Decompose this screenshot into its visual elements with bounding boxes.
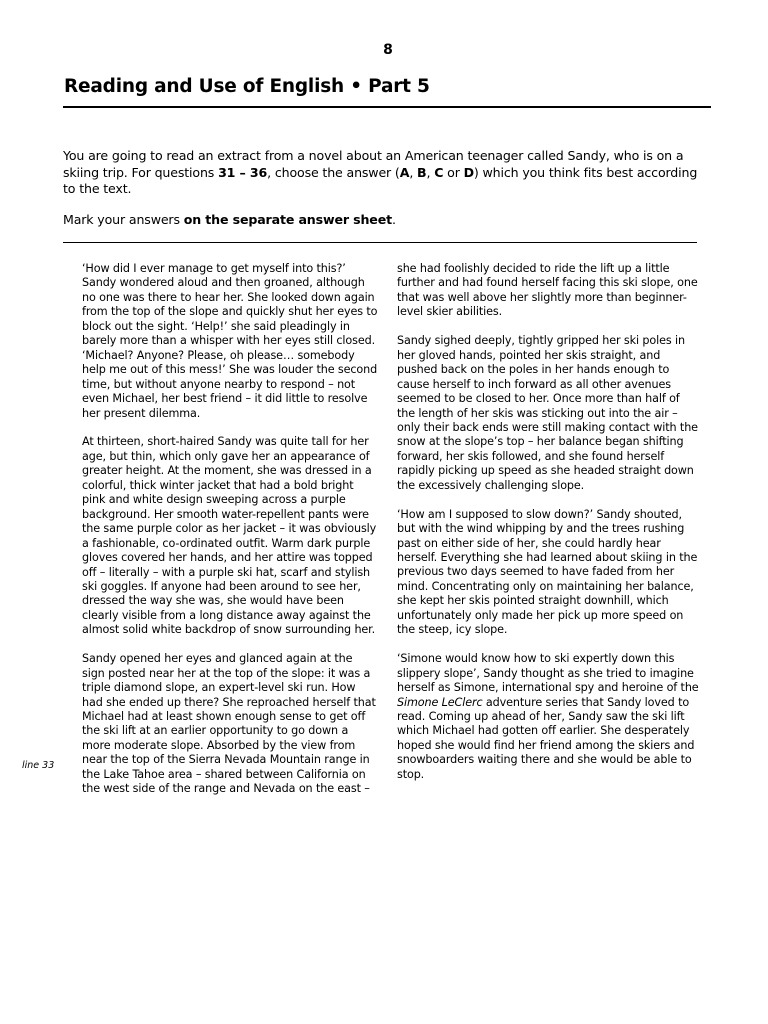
title-divider bbox=[63, 106, 711, 108]
option-b: B bbox=[417, 164, 427, 180]
intro-text-1: You are going to read an extract from a novel about an American teenager called Sandy, who is on a skiing trip. For questions bbox=[63, 148, 684, 180]
text-column-right bbox=[397, 262, 699, 797]
paragraph: ‘How am I supposed to slow down?’ Sandy shouted, but with the wind whipping by and the trees rushing past on either side of her, she could hardly hear herself. Everything she had learned about skiing in the previous two days seemed to have faded from her mind. Concentrating only on maintaining her balance, she kept her skis pointed straight downhill, which unfortunately only made her pick up more speed on the steep, icy slope. bbox=[397, 507, 698, 637]
option-d: D bbox=[463, 164, 474, 180]
separator: , bbox=[409, 164, 418, 180]
text-column-left bbox=[82, 262, 378, 811]
instructions bbox=[63, 148, 713, 198]
paragraph: Sandy opened her eyes and glanced again at the sign posted near her at the top of the slope: it was a triple diamond slope, an expert-level ski run. How had she ended up there? She reproached herself that Michael had at least shown enough sense to get off the ski lift at an earlier opportunity to go down a more moderate slope. Absorbed by the view from near the top of the Sierra Nevada Mountain range in the Lake Tahoe area – shared between California on the west side of the range and Nevada on the east – bbox=[82, 652, 376, 796]
question-range: 31 – 36 bbox=[218, 164, 268, 180]
page-title: Reading and Use of English • Part 5 bbox=[64, 76, 430, 97]
option-a: A bbox=[399, 164, 410, 180]
paragraph bbox=[397, 652, 699, 782]
page-number: 8 bbox=[383, 42, 393, 58]
section-divider bbox=[63, 242, 697, 243]
paragraph: ‘How did I ever manage to get myself into this?’ Sandy wondered aloud and then groaned, although no one was there to hear her. She looked down again from the top of the slope and quickly shut her eyes to block out the sight. ‘Help!’ she said pleadingly in barely more than a whisper with her eyes still closed. ‘Michael? Anyone? Please, oh please… somebody help me out of this mess!’ She was louder the second time, but without anyone nearby to respond – not even Michael, her best friend – it did little to resolve her present dilemma. bbox=[82, 262, 378, 420]
paragraph: At thirteen, short-haired Sandy was quite tall for her age, but thin, which only gave her an appearance of greater height. At the moment, she was dressed in a colorful, thick winter jacket that had a bold bright pink and white design sweeping across a purple background. Her smooth water-repellent pants were the same purple color as her jacket – it was obviously a fashionable, co-ordinated outfit. Warm dark purple gloves covered her hands, and her attire was topped off – literally – with a purple ski hat, scarf and stylish ski goggles. If anyone had been around to see her, dressed the way she was, she would have been clearly visible from a long distance away against the almost solid white backdrop of snow surrounding her. bbox=[82, 435, 377, 637]
option-c: C bbox=[434, 164, 444, 180]
paragraph-text: adventure series that Sandy loved to read. Coming up ahead of her, Sandy saw the ski lift which Michael had gotten off earlier. She desperately hoped she would find her friend among the skiers and snowboarders waiting there and she would be able to stop. bbox=[397, 695, 695, 781]
paragraph-text: ‘Simone would know how to ski expertly down this slippery slope’, Sandy thought as she tried to imagine herself as Simone, international spy and heroine of the bbox=[397, 652, 699, 695]
paragraph: Sandy sighed deeply, tightly gripped her ski poles in her gloved hands, pointed her skis straight, and pushed back on the poles in her hands enough to cause herself to inch forward as all other avenues seemed to be closed to her. Once more than half of the length of her skis was sticking out into the air – only their back ends were still making contact with the snow at the slope’s top – her balance began shifting forward, her skis followed, and she found herself rapidly picking up speed as she headed straight down the excessively challenging slope. bbox=[397, 334, 698, 492]
answer-instruction bbox=[63, 212, 713, 227]
answer-instruction-suffix: . bbox=[391, 212, 396, 227]
line-marker: line 33 bbox=[22, 760, 55, 771]
paragraph: she had foolishly decided to ride the lift up a little further and had found herself facing this ski slope, one that was well above her slightly more than beginner-level skier abilities. bbox=[397, 262, 698, 319]
separator: , bbox=[426, 164, 435, 180]
intro-text-2: , choose the answer ( bbox=[267, 164, 400, 180]
answer-instruction-prefix: Mark your answers bbox=[63, 212, 184, 227]
intro-text-3: ) which you think fits best according to the text. bbox=[63, 164, 698, 196]
answer-sheet-emphasis: on the separate answer sheet bbox=[183, 212, 392, 227]
separator: or bbox=[443, 164, 464, 180]
book-series-title: Simone LeClerc bbox=[397, 695, 483, 709]
